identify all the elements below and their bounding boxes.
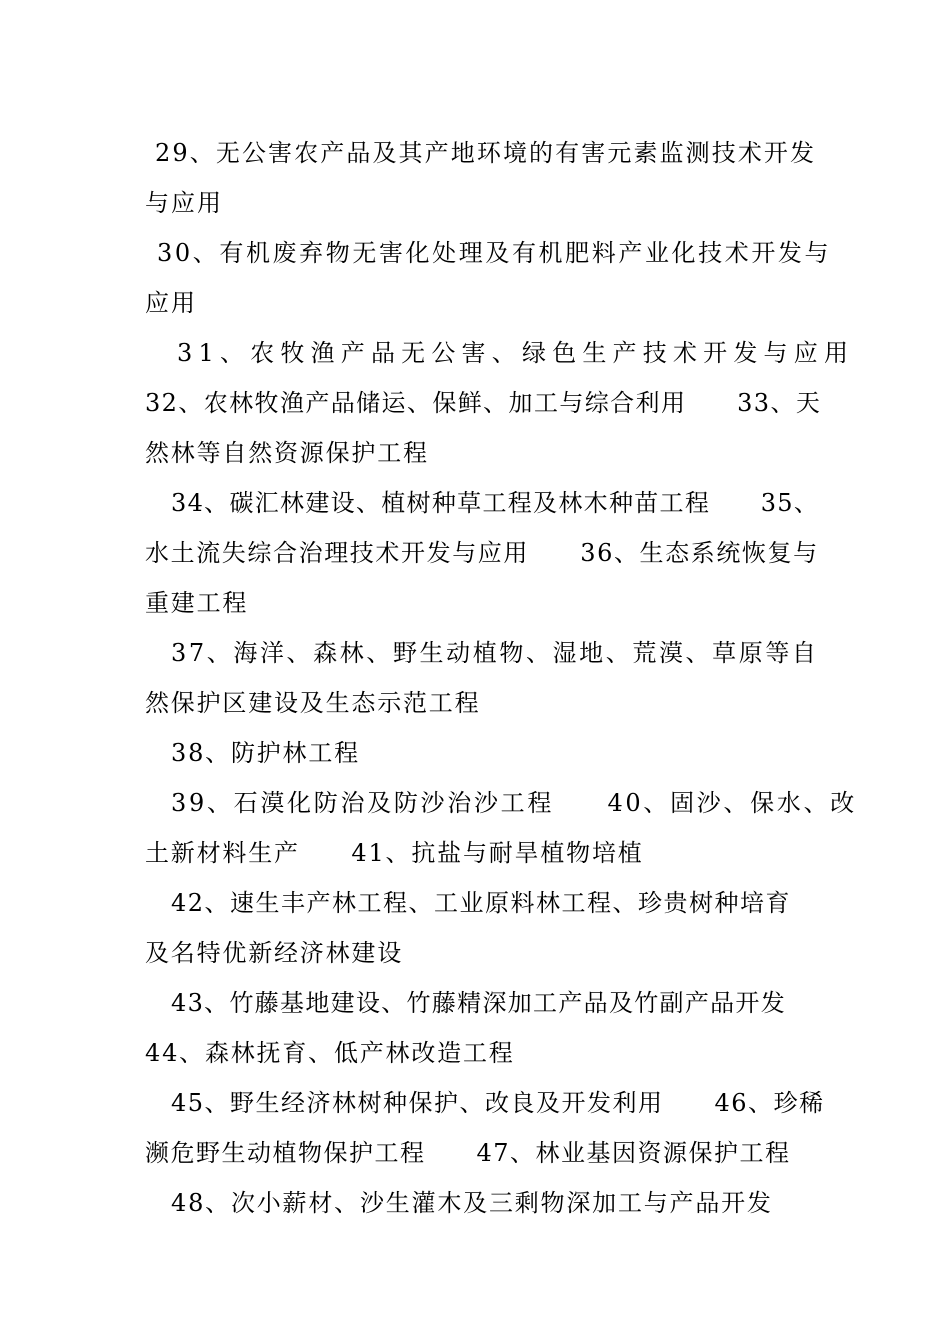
text-line: 濒危野生动植物保护工程 47、林业基因资源保护工程 bbox=[145, 1139, 791, 1167]
text-line: 31、农牧渔产品无公害、绿色生产技术开发与应用 bbox=[177, 339, 855, 367]
text-line: 34、碳汇林建设、植树种草工程及林木种苗工程 35、 bbox=[171, 489, 820, 517]
text-line: 29、无公害农产品及其产地环境的有害元素监测技术开发 bbox=[155, 139, 817, 167]
text-line: 土新材料生产 41、抗盐与耐旱植物培植 bbox=[145, 839, 644, 867]
text-line: 重建工程 bbox=[145, 589, 249, 617]
text-line: 42、速生丰产林工程、工业原料林工程、珍贵树种培育 bbox=[171, 889, 792, 917]
text-line: 43、竹藤基地建设、竹藤精深加工产品及竹副产品开发 bbox=[171, 989, 787, 1017]
text-line: 32、农林牧渔产品储运、保鲜、加工与综合利用 33、天 bbox=[145, 389, 822, 417]
text-line: 然保护区建设及生态示范工程 bbox=[145, 689, 481, 717]
text-line: 44、森林抚育、低产林改造工程 bbox=[145, 1039, 515, 1067]
text-line: 38、防护林工程 bbox=[171, 739, 360, 767]
text-line: 然林等自然资源保护工程 bbox=[145, 439, 429, 467]
text-line: 37、海洋、森林、野生动植物、湿地、荒漠、草原等自 bbox=[171, 639, 819, 667]
text-line: 39、石漠化防治及防沙治沙工程 40、固沙、保水、改 bbox=[171, 789, 857, 817]
text-line: 应用 bbox=[145, 289, 197, 317]
text-line: 45、野生经济林树种保护、改良及开发利用 46、珍稀 bbox=[171, 1089, 825, 1117]
text-line: 48、次小薪材、沙生灌木及三剩物深加工与产品开发 bbox=[171, 1189, 773, 1217]
text-line: 水土流失综合治理技术开发与应用 36、生态系统恢复与 bbox=[145, 539, 819, 567]
text-line: 与应用 bbox=[145, 189, 223, 217]
text-line: 及名特优新经济林建设 bbox=[145, 939, 403, 967]
text-line: 30、有机废弃物无害化处理及有机肥料产业化技术开发与 bbox=[157, 239, 832, 267]
